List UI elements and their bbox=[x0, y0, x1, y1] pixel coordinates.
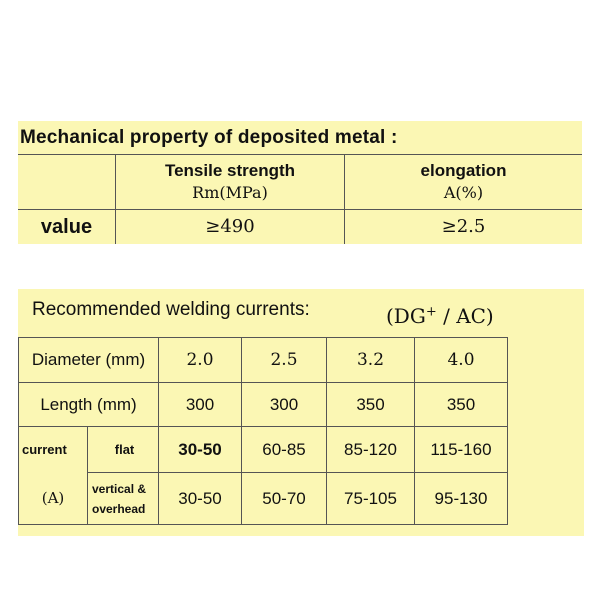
diameter-cell: 2.0 bbox=[159, 338, 242, 383]
current-label: current bbox=[19, 427, 88, 473]
table-row bbox=[19, 338, 508, 383]
diameter-cell: 2.5 bbox=[242, 338, 327, 383]
flat-label: flat bbox=[88, 427, 159, 473]
flat-current-cell: 60-85 bbox=[242, 427, 327, 473]
elongation-header: elongation bbox=[420, 161, 507, 180]
tensile-header: Tensile strength bbox=[164, 161, 296, 180]
length-cell: 350 bbox=[415, 383, 508, 427]
welding-title: Recommended welding currents: bbox=[32, 299, 310, 320]
polarity-label: (DG+ / AC) bbox=[386, 304, 494, 328]
table-row bbox=[19, 383, 508, 427]
welding-table bbox=[18, 337, 508, 525]
flat-current-cell: 30-50 bbox=[159, 427, 242, 473]
tensile-value: ≥490 bbox=[205, 216, 255, 237]
mechanical-property-panel bbox=[18, 121, 582, 244]
vertical-current-cell: 30-50 bbox=[159, 473, 242, 525]
length-cell: 300 bbox=[242, 383, 327, 427]
flat-current-cell: 115-160 bbox=[415, 427, 508, 473]
elongation-unit: A(%) bbox=[443, 183, 484, 202]
flat-current-cell: 85-120 bbox=[327, 427, 415, 473]
length-cell: 300 bbox=[159, 383, 242, 427]
vertical-current-cell: 50-70 bbox=[242, 473, 327, 525]
vertical-overhead-label: vertical & overhead bbox=[88, 473, 159, 525]
length-label: Length (mm) bbox=[19, 383, 159, 427]
diameter-cell: 3.2 bbox=[327, 338, 415, 383]
table-row bbox=[19, 427, 508, 473]
value-label: value bbox=[40, 216, 93, 238]
vertical-current-cell: 75-105 bbox=[327, 473, 415, 525]
diameter-cell: 4.0 bbox=[415, 338, 508, 383]
elongation-value: ≥2.5 bbox=[441, 216, 486, 237]
diameter-label: Diameter (mm) bbox=[19, 338, 159, 383]
mechanical-title: Mechanical property of deposited metal : bbox=[20, 127, 398, 148]
vertical-current-cell: 95-130 bbox=[415, 473, 508, 525]
welding-currents-panel bbox=[18, 289, 584, 536]
divider bbox=[18, 209, 582, 210]
divider bbox=[18, 154, 582, 155]
table-row bbox=[19, 473, 508, 525]
tensile-unit: Rm(MPa) bbox=[192, 183, 268, 202]
length-cell: 350 bbox=[327, 383, 415, 427]
current-unit: (A) bbox=[19, 473, 88, 525]
